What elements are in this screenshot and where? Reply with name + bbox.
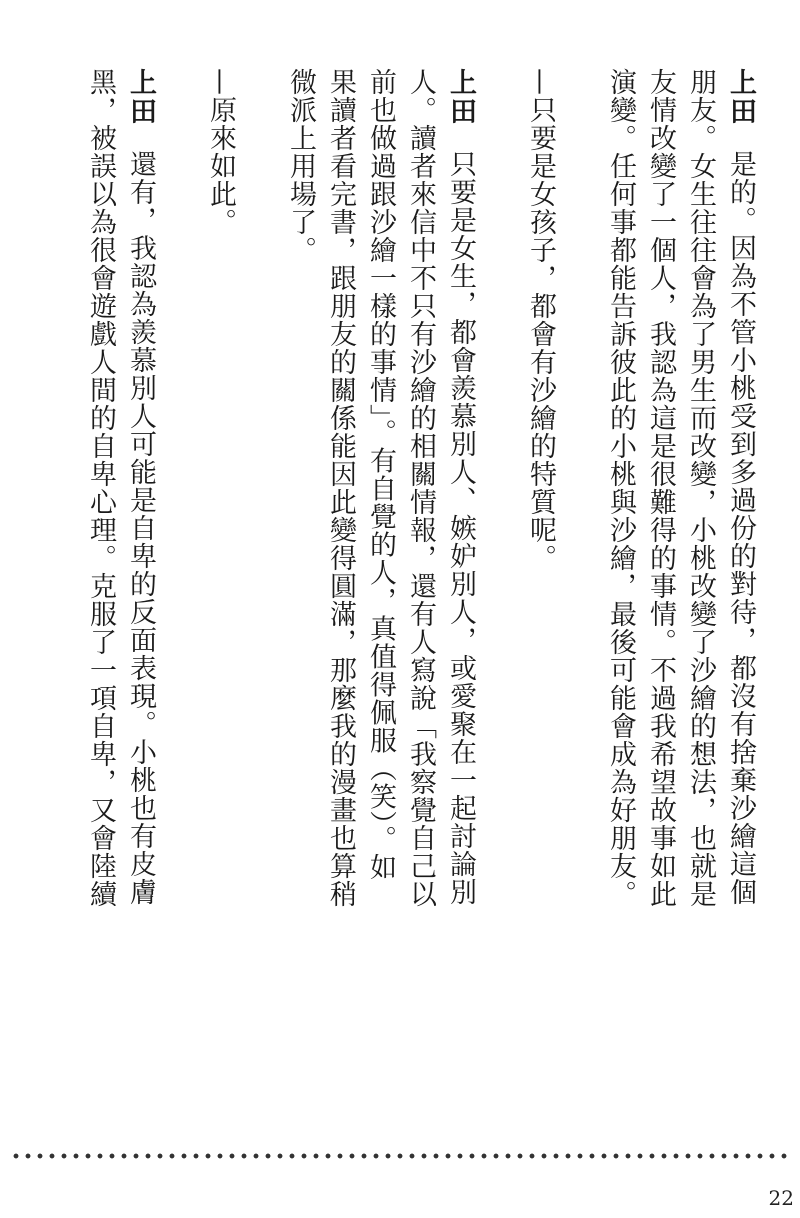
paragraph-3-line-1: 上田還有，我認為羨慕別人可能是自卑的反面表現。小桃也有皮膚 [125, 68, 156, 906]
paragraph-1-line-1: 上田是的。因為不管小桃受到多過份的對待，都沒有捨棄沙繪這個 [725, 68, 756, 906]
interviewer-question-1: —只要是女孩子，都會有沙繪的特質呢。 [525, 68, 556, 572]
paragraph-1-line-3: 友情改變了一個人，我認為這是很難得的事情。不過我希望故事如此 [645, 68, 676, 908]
dotted-divider [10, 1152, 790, 1160]
speaker-label: 上田 [445, 68, 476, 126]
interviewer-question-2: —原來如此。 [205, 68, 236, 236]
paragraph-2-line-1: 上田只要是女生，都會羨慕別人、嫉妒別人，或愛聚在一起討論別 [445, 68, 476, 906]
paragraph-2-line-4: 果讀者看完書，跟朋友的關係能因此變得圓滿，那麼我的漫畫也算稍 [325, 68, 356, 908]
paragraph-2-line-2: 人。讀者來信中不只有沙繪的相關情報，還有人寫說「我察覺自己以 [405, 68, 436, 908]
vertical-text-body [40, 68, 760, 1068]
paragraph-3-line-2: 黑，被誤以為很會遊戲人間的自卑心理。克服了一項自卑，又會陸續 [85, 68, 116, 908]
paragraph-2-line-3: 前也做過跟沙繪一樣的事情」。有自覺的人，真值得佩服（笑）。如 [365, 68, 396, 881]
paragraph-2-line-5: 微派上用場了。 [285, 68, 316, 264]
paragraph-1-line-2: 朋友。女生往往會為了男生而改變，小桃改變了沙繪的想法，也就是 [685, 68, 716, 908]
speaker-label: 上田 [125, 68, 156, 126]
page-number: 22 [768, 1186, 794, 1210]
speaker-label: 上田 [725, 68, 756, 126]
paragraph-1-line-4: 演變。任何事都能告訴彼此的小桃與沙繪，最後可能會成為好朋友。 [605, 68, 636, 908]
